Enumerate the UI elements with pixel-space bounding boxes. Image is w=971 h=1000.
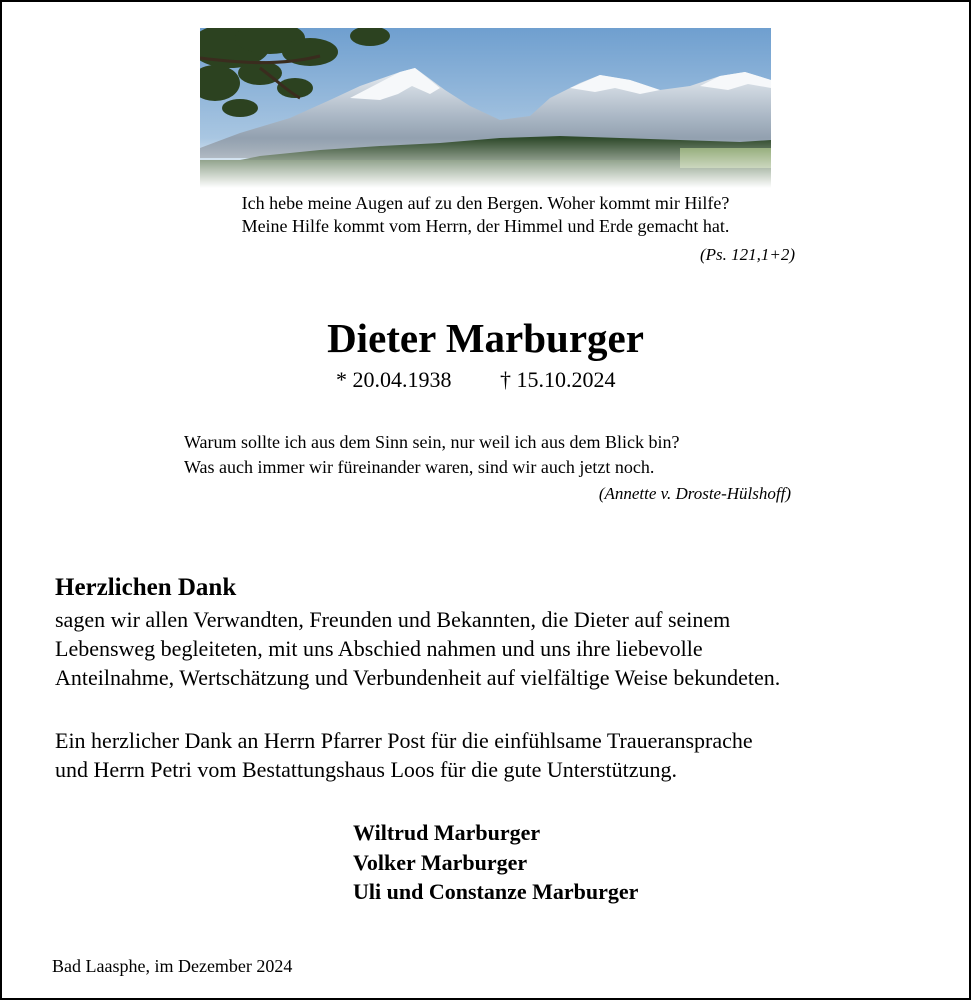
thanks-line: sagen wir allen Verwandten, Freunden und Bekannten, die Dieter auf seinem — [55, 607, 731, 632]
signers-list — [353, 818, 638, 907]
quote-citation: (Annette v. Droste-Hülshoff) — [598, 484, 791, 503]
thanks-title: Herzlichen Dank — [55, 574, 237, 601]
thanks-paragraph-1 — [55, 605, 780, 692]
deceased-name: Dieter Marburger — [327, 315, 644, 361]
motto-line-2: Meine Hilfe kommt vom Herrn, der Himmel und Erde gemacht hat. — [241, 216, 730, 236]
death-date: † 15.10.2024 — [500, 367, 616, 392]
thanks-line: Lebensweg begleiteten, mit uns Abschied nahmen und uns ihre liebevolle — [55, 636, 703, 661]
motto-citation: (Ps. 121,1+2) — [699, 245, 795, 264]
quote-line-1: Warum sollte ich aus dem Sinn sein, nur weil ich aus dem Blick bin? — [184, 432, 680, 452]
signer-name: Volker Marburger — [353, 849, 528, 875]
motto-line-1: Ich hebe meine Augen auf zu den Bergen. Woher kommt mir Hilfe? — [241, 193, 730, 213]
signer-name: Wiltrud Marburger — [353, 820, 541, 845]
birth-date: * 20.04.1938 — [336, 367, 452, 392]
thanks-line: Anteilnahme, Wertschätzung und Verbundenheit auf vielfältige Weise bekundeten. — [55, 665, 781, 690]
signer-name: Uli und Constanze Marburger — [353, 879, 639, 904]
thanks-line: Ein herzlicher Dank an Herrn Pfarrer Post für die einfühlsame Traueransprache — [55, 728, 753, 753]
place-date-footer: Bad Laasphe, im Dezember 2024 — [52, 956, 293, 976]
thanks-line: und Herrn Petri vom Bestattungshaus Loos für die gute Unterstützung. — [55, 757, 678, 782]
thanks-paragraph-2 — [55, 726, 753, 784]
quote-line-2: Was auch immer wir füreinander waren, sind wir auch jetzt noch. — [184, 457, 655, 477]
mountain-landscape-image — [200, 28, 771, 188]
